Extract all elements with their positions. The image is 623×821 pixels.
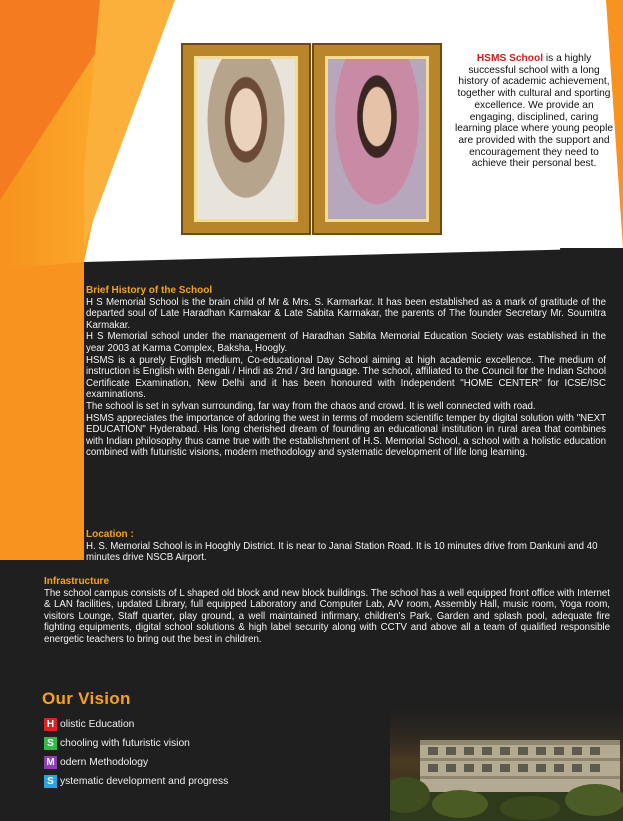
vision-item (44, 755, 148, 769)
vision-letter: M (44, 756, 57, 769)
school-name: HSMS School (476, 53, 544, 64)
location-section (86, 529, 606, 564)
history-paragraph: HSMS appreciates the importance of adoring the west in terms of modern scientific temper by digital solution with "NEXT EDUCATION" Hyderabad. His long cherished dream of founding an educational institution in rural area that combines with Indian philosophy thus came true with the establishment of H.S. Memorial School, a school with a holistic education combined with futuristic visions, modern methodology and systematic development of life long learning. (86, 412, 606, 459)
vision-item (44, 717, 134, 731)
vision-item (44, 774, 228, 788)
vision-item-text: ystematic development and progress (60, 775, 229, 787)
intro-description: is a highly successful school with a long history of academic achievement, together with cultural and sporting excellence. We provide an engaging, disciplined, caring learning place where young people are provided with the support and encouragement they need to achieve their personal best. (454, 53, 614, 170)
history-section (86, 285, 606, 459)
history-paragraph: The school is set in sylvan surrounding, far way from the chaos and crowd. It is well connected with road. (86, 400, 536, 412)
infrastructure-section (44, 576, 610, 646)
intro-text (454, 53, 614, 170)
portrait-photo-man (197, 59, 295, 219)
history-paragraph: HSMS is a purely English medium, Co-educational Day School aiming at high academic excellence. The medium of instruction is English with Bengali / Hindi as 2nd / 3rd language. The school, affiliated to the Council for the Indian School Certificate Examination, New Delhi and it has been honoured with Independent "HOME CENTER" for ICSE/ISC examinations. (86, 354, 606, 401)
history-paragraph: H S Memorial school under the management of Haradhan Sabita Memorial Education Society was established in the year 2003 at Karma Complex, Baksha, Hoogly. (86, 331, 606, 354)
portrait-frame-right (314, 45, 440, 233)
vision-letter: S (44, 775, 57, 788)
vision-letter: S (44, 737, 57, 750)
vision-item-text: odern Methodology (60, 756, 149, 768)
location-text: H. S. Memorial School is in Hooghly District. It is near to Janai Station Road. It is 10 minutes drive from Dankuni and 40 minutes drive NSCB Airport. (86, 540, 598, 564)
vision-item-text: olistic Education (60, 718, 135, 730)
school-building-photo (390, 700, 623, 821)
vision-title: Our Vision (42, 689, 131, 708)
history-paragraph: H S Memorial School is the brain child of Mr & Mrs. S. Karmarkar. It has been established as a mark of gratitude of the departed soul of Late Haradhan Karmakar & Late Sabita Karmakar, the parents of The founder Secretary Mr. Soumitra Karmakar. (86, 296, 606, 331)
history-heading: Brief History of the School (86, 285, 213, 296)
infrastructure-heading: Infrastructure (44, 576, 110, 587)
vision-item-text: chooling with futuristic vision (60, 737, 190, 749)
vision-item (44, 736, 190, 750)
location-heading: Location : (86, 529, 134, 540)
portrait-frame-left (183, 45, 309, 233)
vision-letter: H (44, 718, 57, 731)
portrait-photo-woman (328, 59, 426, 219)
infrastructure-text: The school campus consists of L shaped old block and new block buildings. The school has a well equipped front office with Internet & LAN facilities, updated Library, full equipped Laboratory and Computer Lab, A/V room, Assembly Hall, music room, Yoga room, visitors Lounge, Staff quarter, play ground, a well maintained infirmary, children's Park, Garden and splash pool, adequate fire fighting equipments, digital school solutions & high label security along with CCTV and above all a team of qualified responsible energetic teachers to bring out the best in children. (44, 587, 610, 645)
